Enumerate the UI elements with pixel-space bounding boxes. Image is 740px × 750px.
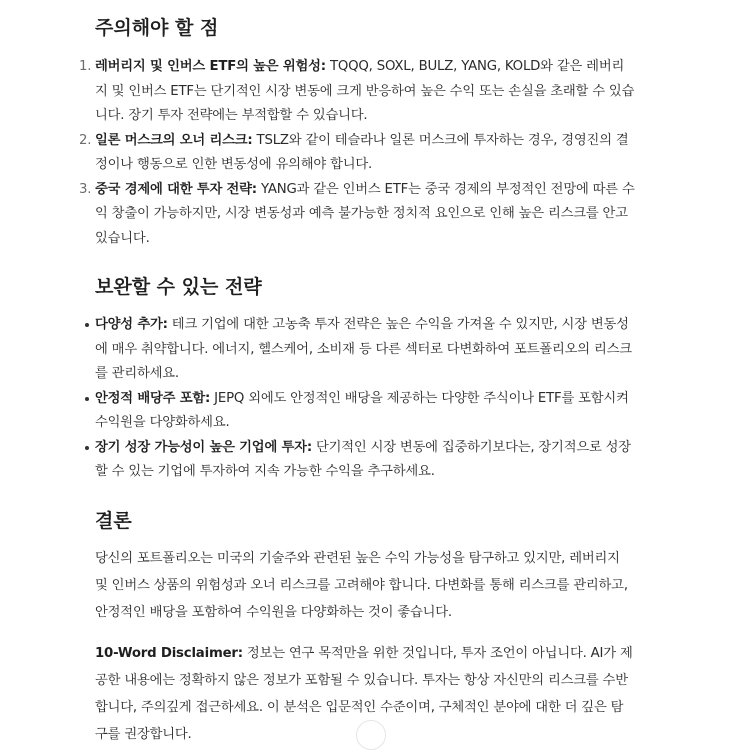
list-number: 1.	[79, 59, 92, 74]
item-label: 중국 경제에 대한 투자 전략:	[95, 181, 257, 197]
scroll-down-button[interactable]	[356, 720, 386, 750]
list-number: 3.	[79, 181, 92, 197]
section-title-conclusion: 결론	[95, 509, 132, 532]
item-label: 일론 머스크의 오너 리스크:	[95, 132, 253, 148]
list-item	[95, 313, 635, 387]
item-text: 단기적인 시장 변동에 집중하기보다는, 장기적으로 성장할 수 있는 기업에 투자하여 지속 가능한 수익을 추구하세요.	[95, 439, 631, 479]
conclusion-paragraph: 당신의 포트폴리오는 미국의 기술주와 관련된 높은 수익 가능성을 탐구하고 있지만, 레버리지 및 인버스 상품의 위험성과 오너 리스크를 고려해야 합니다. 다변화를 통해 리스크를 관리하고, 안정적인 배당을 포함하여 수익원을 다양화하는 것이 좋습니다.	[95, 550, 628, 620]
item-label: 레버리지 및 인버스 ETF의 높은 위험성:	[95, 59, 326, 74]
list-item	[79, 55, 635, 129]
item-label: 장기 성장 가능성이 높은 기업에 투자:	[95, 439, 312, 455]
item-label: 다양성 추가:	[95, 317, 168, 332]
list-item	[95, 436, 635, 485]
strategies-list	[95, 313, 635, 485]
item-text: 테크 기업에 대한 고농축 투자 전략은 높은 수익을 가져올 수 있지만, 시장 변동성에 매우 취약합니다. 에너지, 헬스케어, 소비재 등 다른 섹터로 다변화하여 포트폴리오의 리스크를 관리하세요.	[95, 317, 632, 381]
item-text: TSLZ와 같이 테슬라나 일론 머스크에 투자하는 경우, 경영진의 결정이나 행동으로 인한 변동성에 유의해야 합니다.	[95, 132, 629, 172]
list-item	[95, 387, 635, 436]
bullet-icon	[85, 446, 89, 450]
section-title-cautions: 주의해야 할 점	[95, 17, 219, 39]
bullet-icon	[85, 397, 89, 401]
cautions-list	[79, 55, 635, 251]
disclaimer-label: 10-Word Disclaimer:	[95, 645, 243, 661]
document-body	[79, 8, 635, 748]
bullet-icon	[85, 323, 89, 327]
item-label: 안정적 배당주 포함:	[95, 390, 211, 406]
item-text: JEPQ 외에도 안정적인 배당을 제공하는 다양한 주식이나 ETF를 포함시켜 수익원을 다양화하세요.	[95, 390, 629, 430]
list-number: 2.	[79, 132, 92, 148]
item-text: YANG과 같은 인버스 ETF는 중국 경제의 부정적인 전망에 따른 수익 창출이 가능하지만, 시장 변동성과 예측 불가능한 정치적 요인으로 인해 높은 리스크를 안고 있습니다.	[95, 181, 635, 246]
section-title-strategies: 보완할 수 있는 전략	[95, 276, 262, 298]
list-item	[79, 129, 635, 178]
item-text: TQQQ, SOXL, BULZ, YANG, KOLD와 같은 레버리지 및 인버스 ETF는 단기적인 시장 변동에 크게 반응하여 높은 수익 또는 손실을 초래할 수 있습니다. 장기 투자 전략에는 부적합할 수 있습니다.	[95, 59, 635, 123]
list-item	[79, 178, 635, 252]
disclaimer-text: 정보는 연구 목적만을 위한 것입니다, 투자 조언이 아닙니다. AI가 제공한 내용에는 정확하지 않은 정보가 포함될 수 있습니다. 투자는 항상 자신만의 리스크를 수반합니다, 주의깊게 접근하세요. 이 분석은 입문적인 수준이며, 구체적인 분야에 대한 더 깊은 탐구를 권장합니다.	[95, 645, 633, 742]
